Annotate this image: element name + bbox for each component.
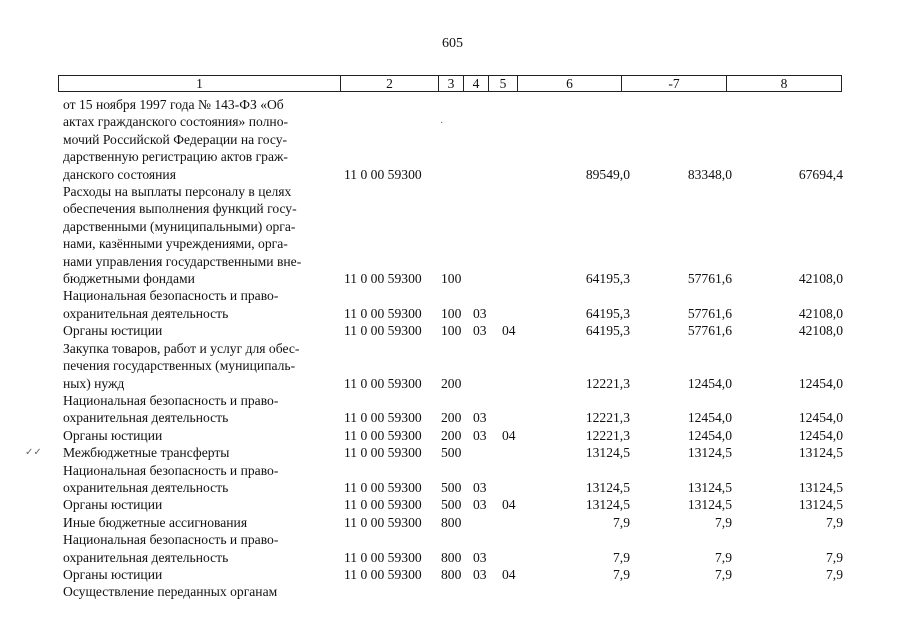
row-rz-code: 03 xyxy=(473,479,487,495)
row-name-line: охранительная деятельность xyxy=(63,479,229,495)
row-value-2024: 7,9 xyxy=(613,566,630,582)
row-name-line: данского состояния xyxy=(63,166,176,182)
row-rz-code: 03 xyxy=(473,305,487,321)
row-name-line: Национальная безопасность и право- xyxy=(63,532,279,548)
table-row xyxy=(63,566,843,583)
row-name xyxy=(63,96,333,183)
row-value-2024: 64195,3 xyxy=(585,323,630,339)
row-vr-code: 800 xyxy=(441,566,462,582)
row-csr-code: 11 0 00 59300 xyxy=(344,166,422,182)
row-name-line: Национальная безопасность и право- xyxy=(63,392,279,408)
header-col-6: 6 xyxy=(518,76,622,92)
row-value-2024: 13124,5 xyxy=(585,445,630,461)
row-value-2024: 13124,5 xyxy=(585,497,630,513)
row-value-2026: 67694,4 xyxy=(798,166,843,182)
table-row xyxy=(63,514,843,531)
header-col-2: 2 xyxy=(341,76,439,92)
row-value-2025: 57761,6 xyxy=(687,323,732,339)
row-name-line: нами, казёнными учреждениями, орга- xyxy=(63,236,288,252)
row-value-2026: 12454,0 xyxy=(798,375,843,391)
row-name-line: дарственными (муниципальными) орга- xyxy=(63,218,296,234)
row-name xyxy=(63,531,333,566)
row-csr-code: 11 0 00 59300 xyxy=(344,549,422,565)
column-header-row xyxy=(58,75,842,92)
row-value-2024: 64195,3 xyxy=(585,305,630,321)
row-rz-code: 03 xyxy=(473,566,487,582)
row-csr-code: 11 0 00 59300 xyxy=(344,497,422,513)
row-name-line: Национальная безопасность и право- xyxy=(63,288,279,304)
row-value-2025: 57761,6 xyxy=(687,305,732,321)
row-value-2025: 7,9 xyxy=(715,514,732,530)
row-vr-code: 100 xyxy=(441,271,462,287)
row-rz-code: 03 xyxy=(473,497,487,513)
header-col-5: 5 xyxy=(489,76,518,92)
row-csr-code: 11 0 00 59300 xyxy=(344,514,422,530)
row-pr-code: 04 xyxy=(502,323,516,339)
row-csr-code: 11 0 00 59300 xyxy=(344,305,422,321)
table-row xyxy=(63,183,843,287)
row-value-2025: 12454,0 xyxy=(687,427,732,443)
row-name-line: Расходы на выплаты персоналу в целях xyxy=(63,184,292,200)
row-name-line: обеспечения выполнения функций госу- xyxy=(63,201,297,217)
row-name xyxy=(63,583,333,600)
row-name-line: Осуществление переданных органам xyxy=(63,584,278,600)
row-name xyxy=(63,496,333,513)
row-name xyxy=(63,322,333,339)
table-row xyxy=(63,322,843,339)
row-csr-code: 11 0 00 59300 xyxy=(344,375,422,391)
row-vr-code: 200 xyxy=(441,427,462,443)
row-name-line: мочий Российской Федерации на госу- xyxy=(63,131,288,147)
row-value-2026: 13124,5 xyxy=(798,479,843,495)
row-name xyxy=(63,392,333,427)
row-value-2025: 13124,5 xyxy=(687,445,732,461)
row-value-2024: 12221,3 xyxy=(585,410,630,426)
row-value-2024: 7,9 xyxy=(613,514,630,530)
row-rz-code: 03 xyxy=(473,323,487,339)
row-vr-code: 200 xyxy=(441,375,462,391)
row-name-line: актах гражданского состояния» полно- xyxy=(63,114,289,130)
table-row xyxy=(63,444,843,461)
row-vr-code: 200 xyxy=(441,410,462,426)
row-value-2025: 13124,5 xyxy=(687,479,732,495)
row-pr-code: 04 xyxy=(502,497,516,513)
row-name xyxy=(63,340,333,392)
table-row xyxy=(63,96,843,183)
table-row xyxy=(63,583,843,600)
row-vr-code: 100 xyxy=(441,323,462,339)
row-name xyxy=(63,287,333,322)
row-value-2024: 64195,3 xyxy=(585,271,630,287)
row-value-2025: 83348,0 xyxy=(687,166,732,182)
row-value-2024: 89549,0 xyxy=(585,166,630,182)
row-vr-code: 500 xyxy=(441,479,462,495)
row-name xyxy=(63,427,333,444)
row-name-line: от 15 ноября 1997 года № 143-ФЗ «Об xyxy=(63,97,284,112)
header-col-1: 1 xyxy=(59,76,341,92)
header-col-8: 8 xyxy=(727,76,842,92)
table-row xyxy=(63,287,843,322)
row-name-line: дарственную регистрацию актов граж- xyxy=(63,149,288,165)
row-value-2024: 7,9 xyxy=(613,549,630,565)
table-row xyxy=(63,531,843,566)
row-csr-code: 11 0 00 59300 xyxy=(344,427,422,443)
row-rz-code: 03 xyxy=(473,549,487,565)
row-vr-code: 100 xyxy=(441,305,462,321)
row-name-line: бюджетными фондами xyxy=(63,271,195,287)
table-row xyxy=(63,462,843,497)
row-name-line: охранительная деятельность xyxy=(63,305,229,321)
row-name xyxy=(63,462,333,497)
header-col-3: 3 xyxy=(439,76,464,92)
row-name-line: Национальная безопасность и право- xyxy=(63,462,279,478)
row-csr-code: 11 0 00 59300 xyxy=(344,271,422,287)
row-name-line: охранительная деятельность xyxy=(63,410,229,426)
row-value-2024: 13124,5 xyxy=(585,479,630,495)
row-value-2025: 13124,5 xyxy=(687,497,732,513)
row-name-line: охранительная деятельность xyxy=(63,549,229,565)
row-pr-code: 04 xyxy=(502,566,516,582)
row-rz-code: 03 xyxy=(473,410,487,426)
row-pr-code: 04 xyxy=(502,427,516,443)
row-vr-code: 800 xyxy=(441,514,462,530)
row-csr-code: 11 0 00 59300 xyxy=(344,323,422,339)
row-value-2026: 12454,0 xyxy=(798,427,843,443)
row-name-line: Межбюджетные трансферты xyxy=(63,445,230,461)
row-name-line: Органы юстиции xyxy=(63,323,163,339)
table-row xyxy=(63,340,843,392)
table-row xyxy=(63,392,843,427)
row-csr-code: 11 0 00 59300 xyxy=(344,479,422,495)
row-csr-code: 11 0 00 59300 xyxy=(344,410,422,426)
row-name-line: нами управления государственными вне- xyxy=(63,253,302,269)
row-value-2026: 42108,0 xyxy=(798,305,843,321)
row-rz-code: 03 xyxy=(473,427,487,443)
row-value-2026: 7,9 xyxy=(826,566,843,582)
row-vr-code: 500 xyxy=(441,445,462,461)
row-value-2026: 13124,5 xyxy=(798,445,843,461)
table-row xyxy=(63,496,843,513)
header-col-4: 4 xyxy=(464,76,489,92)
row-name xyxy=(63,444,333,461)
row-name-line: Закупка товаров, работ и услуг для обес- xyxy=(63,340,300,356)
row-name-line: ных) нужд xyxy=(63,375,125,391)
row-value-2026: 42108,0 xyxy=(798,271,843,287)
row-value-2025: 12454,0 xyxy=(687,375,732,391)
row-value-2024: 12221,3 xyxy=(585,427,630,443)
row-csr-code: 11 0 00 59300 xyxy=(344,566,422,582)
row-value-2025: 7,9 xyxy=(715,566,732,582)
scan-speck: · xyxy=(440,118,444,129)
row-value-2024: 12221,3 xyxy=(585,375,630,391)
header-col-7: -7 xyxy=(622,76,727,92)
row-name-line: Органы юстиции xyxy=(63,497,163,513)
row-name-line: Иные бюджетные ассигнования xyxy=(63,514,248,530)
row-value-2025: 57761,6 xyxy=(687,271,732,287)
row-value-2025: 12454,0 xyxy=(687,410,732,426)
table-row xyxy=(63,427,843,444)
row-vr-code: 800 xyxy=(441,549,462,565)
page-number: 605 xyxy=(442,36,463,51)
row-value-2025: 7,9 xyxy=(715,549,732,565)
row-value-2026: 13124,5 xyxy=(798,497,843,513)
row-name-line: Органы юстиции xyxy=(63,566,163,582)
row-vr-code: 500 xyxy=(441,497,462,513)
row-name xyxy=(63,566,333,583)
row-value-2026: 7,9 xyxy=(826,514,843,530)
scan-mark: ✓✓ xyxy=(25,447,42,458)
row-name xyxy=(63,514,333,531)
row-name-line: печения государственных (муниципаль- xyxy=(63,358,296,374)
budget-table-body xyxy=(63,96,843,601)
row-value-2026: 7,9 xyxy=(826,549,843,565)
row-name-line: Органы юстиции xyxy=(63,427,163,443)
row-value-2026: 12454,0 xyxy=(798,410,843,426)
row-csr-code: 11 0 00 59300 xyxy=(344,445,422,461)
row-value-2026: 42108,0 xyxy=(798,323,843,339)
row-name xyxy=(63,183,333,287)
